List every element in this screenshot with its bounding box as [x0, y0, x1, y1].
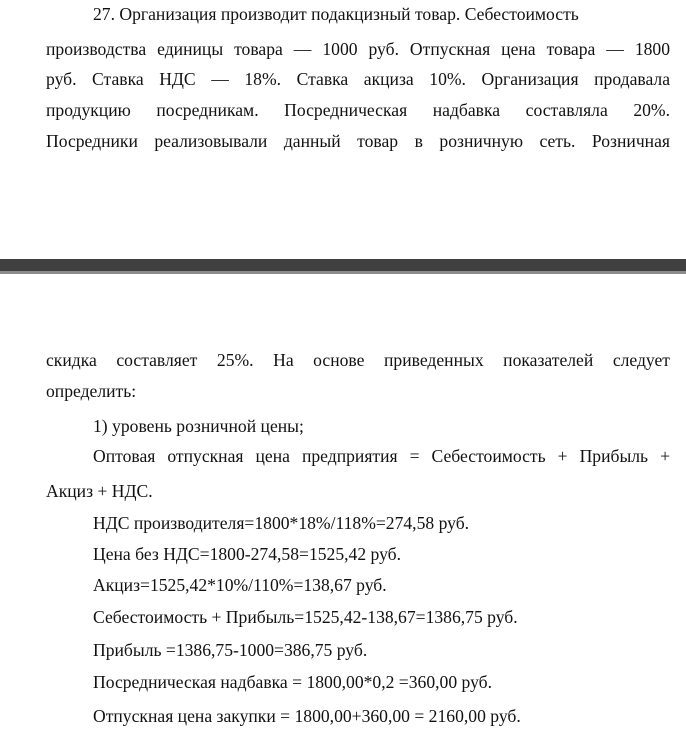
text-line: производства единицы товара — 1000 руб. Отпускная цена товара — 1800 [46, 39, 670, 59]
calc-line-excise: Акциз=1525,42*10%/110%=138,67 руб. [93, 575, 387, 595]
calc-line-profit: Прибыль =1386,75-1000=386,75 руб. [93, 640, 368, 660]
list-item-retail-price: 1) уровень розничной цены; [93, 416, 304, 436]
text-line-problem-statement: 27. Организация производит подакцизный товар. Себестоимость [93, 4, 579, 24]
text-line: определить: [46, 381, 137, 401]
calc-line-vat: НДС производителя=1800*18%/118%=274,58 руб. [93, 513, 470, 533]
page-break-divider-shadow [0, 271, 686, 274]
text-line: Посредники реализовывали данный товар в розничную сеть. Розничная [46, 131, 670, 151]
text-line: продукцию посредникам. Посредническая надбавка составляла 20%. [46, 100, 670, 120]
calc-line-markup: Посредническая надбавка = 1800,00*0,2 =360,00 руб. [93, 672, 492, 692]
calc-line-purchase-price: Отпускная цена закупки = 1800,00+360,00 = 2160,00 руб. [93, 706, 521, 726]
calc-line-price-no-vat: Цена без НДС=1800-274,58=1525,42 руб. [93, 544, 402, 564]
page-break-divider [0, 259, 686, 271]
text-line-formula: Оптовая отпускная цена предприятия = Себестоимость + Прибыль + [93, 446, 670, 466]
text-line: скидка составляет 25%. На основе приведенных показателей следует [46, 350, 670, 370]
text-line: руб. Ставка НДС — 18%. Ставка акциза 10%. Организация продавала [46, 69, 670, 89]
calc-line-cost-profit: Себестоимость + Прибыль=1525,42-138,67=1386,75 руб. [93, 607, 518, 627]
text-line: Акциз + НДС. [46, 481, 153, 501]
